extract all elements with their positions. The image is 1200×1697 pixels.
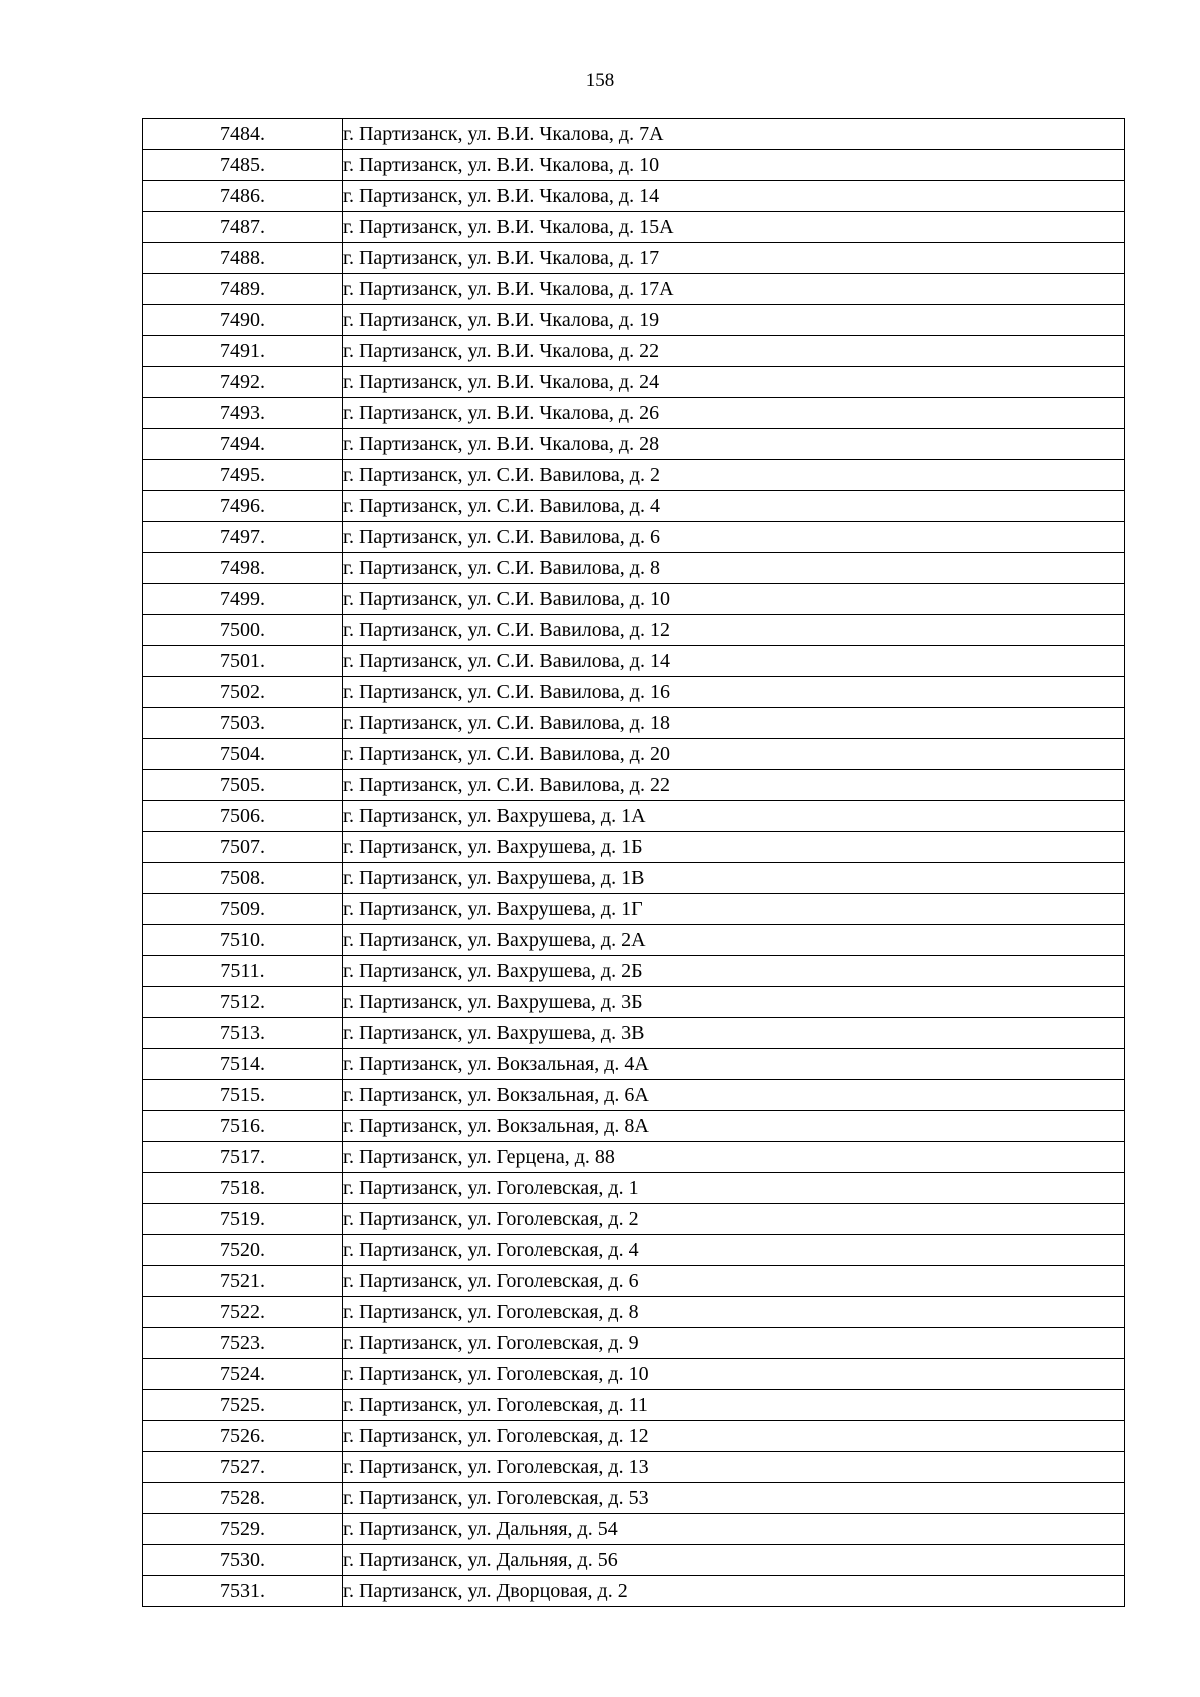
table-row <box>143 1545 1125 1576</box>
row-address: г. Партизанск, ул. В.И. Чкалова, д. 10 <box>343 150 1125 181</box>
table-row <box>143 150 1125 181</box>
row-address: г. Партизанск, ул. С.И. Вавилова, д. 18 <box>343 708 1125 739</box>
row-number: 7512. <box>143 987 343 1018</box>
table-row <box>143 460 1125 491</box>
row-address: г. Партизанск, ул. Гоголевская, д. 12 <box>343 1421 1125 1452</box>
row-address: г. Партизанск, ул. Дальняя, д. 54 <box>343 1514 1125 1545</box>
table-row <box>143 894 1125 925</box>
row-number: 7526. <box>143 1421 343 1452</box>
row-address: г. Партизанск, ул. В.И. Чкалова, д. 28 <box>343 429 1125 460</box>
table-row <box>143 1235 1125 1266</box>
row-number: 7521. <box>143 1266 343 1297</box>
row-number: 7492. <box>143 367 343 398</box>
row-address: г. Партизанск, ул. Вокзальная, д. 8А <box>343 1111 1125 1142</box>
row-address: г. Партизанск, ул. Гоголевская, д. 53 <box>343 1483 1125 1514</box>
row-address: г. Партизанск, ул. Вокзальная, д. 4А <box>343 1049 1125 1080</box>
row-address: г. Партизанск, ул. Вахрушева, д. 1Г <box>343 894 1125 925</box>
table-row <box>143 1390 1125 1421</box>
table-row <box>143 1359 1125 1390</box>
row-address: г. Партизанск, ул. В.И. Чкалова, д. 19 <box>343 305 1125 336</box>
row-number: 7498. <box>143 553 343 584</box>
table-row <box>143 119 1125 150</box>
row-number: 7520. <box>143 1235 343 1266</box>
table-row <box>143 584 1125 615</box>
address-table-body <box>143 119 1125 1607</box>
row-number: 7530. <box>143 1545 343 1576</box>
page-number: 158 <box>585 70 615 91</box>
row-address: г. Партизанск, ул. Вахрушева, д. 3В <box>343 1018 1125 1049</box>
row-address: г. Партизанск, ул. Вахрушева, д. 3Б <box>343 987 1125 1018</box>
table-row <box>143 1111 1125 1142</box>
row-address: г. Партизанск, ул. Гоголевская, д. 10 <box>343 1359 1125 1390</box>
row-number: 7508. <box>143 863 343 894</box>
row-address: г. Партизанск, ул. В.И. Чкалова, д. 24 <box>343 367 1125 398</box>
row-address: г. Партизанск, ул. Вахрушева, д. 1Б <box>343 832 1125 863</box>
row-number: 7494. <box>143 429 343 460</box>
row-address: г. Партизанск, ул. С.И. Вавилова, д. 22 <box>343 770 1125 801</box>
row-address: г. Партизанск, ул. С.И. Вавилова, д. 8 <box>343 553 1125 584</box>
row-number: 7509. <box>143 894 343 925</box>
address-table <box>142 118 1125 1607</box>
table-row <box>143 398 1125 429</box>
row-address: г. Партизанск, ул. С.И. Вавилова, д. 10 <box>343 584 1125 615</box>
row-number: 7497. <box>143 522 343 553</box>
row-number: 7529. <box>143 1514 343 1545</box>
row-number: 7495. <box>143 460 343 491</box>
table-row <box>143 336 1125 367</box>
row-number: 7519. <box>143 1204 343 1235</box>
row-number: 7504. <box>143 739 343 770</box>
row-address: г. Партизанск, ул. В.И. Чкалова, д. 22 <box>343 336 1125 367</box>
row-number: 7485. <box>143 150 343 181</box>
table-row <box>143 739 1125 770</box>
row-address: г. Партизанск, ул. С.И. Вавилова, д. 14 <box>343 646 1125 677</box>
row-number: 7507. <box>143 832 343 863</box>
row-number: 7501. <box>143 646 343 677</box>
table-row <box>143 1483 1125 1514</box>
table-row <box>143 522 1125 553</box>
row-address: г. Партизанск, ул. Вахрушева, д. 2Б <box>343 956 1125 987</box>
row-address: г. Партизанск, ул. С.И. Вавилова, д. 16 <box>343 677 1125 708</box>
row-number: 7506. <box>143 801 343 832</box>
row-address: г. Партизанск, ул. Герцена, д. 88 <box>343 1142 1125 1173</box>
row-number: 7491. <box>143 336 343 367</box>
row-number: 7517. <box>143 1142 343 1173</box>
row-number: 7486. <box>143 181 343 212</box>
row-address: г. Партизанск, ул. Гоголевская, д. 6 <box>343 1266 1125 1297</box>
row-address: г. Партизанск, ул. Гоголевская, д. 4 <box>343 1235 1125 1266</box>
row-address: г. Партизанск, ул. В.И. Чкалова, д. 17А <box>343 274 1125 305</box>
row-address: г. Партизанск, ул. С.И. Вавилова, д. 2 <box>343 460 1125 491</box>
row-address: г. Партизанск, ул. Дальняя, д. 56 <box>343 1545 1125 1576</box>
row-number: 7511. <box>143 956 343 987</box>
table-row <box>143 1204 1125 1235</box>
table-row <box>143 212 1125 243</box>
row-number: 7514. <box>143 1049 343 1080</box>
table-row <box>143 646 1125 677</box>
row-number: 7484. <box>143 119 343 150</box>
table-row <box>143 274 1125 305</box>
table-row <box>143 553 1125 584</box>
row-address: г. Партизанск, ул. В.И. Чкалова, д. 17 <box>343 243 1125 274</box>
table-row <box>143 1266 1125 1297</box>
table-row <box>143 1173 1125 1204</box>
row-number: 7522. <box>143 1297 343 1328</box>
table-row <box>143 1452 1125 1483</box>
row-address: г. Партизанск, ул. В.И. Чкалова, д. 26 <box>343 398 1125 429</box>
row-number: 7523. <box>143 1328 343 1359</box>
row-address: г. Партизанск, ул. С.И. Вавилова, д. 6 <box>343 522 1125 553</box>
row-address: г. Партизанск, ул. Вахрушева, д. 1В <box>343 863 1125 894</box>
table-row <box>143 1297 1125 1328</box>
row-address: г. Партизанск, ул. Вахрушева, д. 1А <box>343 801 1125 832</box>
row-number: 7487. <box>143 212 343 243</box>
row-address: г. Партизанск, ул. Гоголевская, д. 2 <box>343 1204 1125 1235</box>
table-row <box>143 925 1125 956</box>
table-row <box>143 615 1125 646</box>
row-number: 7503. <box>143 708 343 739</box>
table-row <box>143 1576 1125 1607</box>
row-number: 7499. <box>143 584 343 615</box>
row-number: 7513. <box>143 1018 343 1049</box>
table-row <box>143 367 1125 398</box>
table-row <box>143 1328 1125 1359</box>
table-row <box>143 491 1125 522</box>
table-row <box>143 987 1125 1018</box>
table-row <box>143 1514 1125 1545</box>
row-address: г. Партизанск, ул. Гоголевская, д. 13 <box>343 1452 1125 1483</box>
row-address: г. Партизанск, ул. Вахрушева, д. 2А <box>343 925 1125 956</box>
table-row <box>143 243 1125 274</box>
row-address: г. Партизанск, ул. В.И. Чкалова, д. 7А <box>343 119 1125 150</box>
row-number: 7489. <box>143 274 343 305</box>
table-row <box>143 708 1125 739</box>
table-row <box>143 181 1125 212</box>
row-number: 7493. <box>143 398 343 429</box>
row-number: 7515. <box>143 1080 343 1111</box>
row-number: 7524. <box>143 1359 343 1390</box>
row-address: г. Партизанск, ул. Дворцовая, д. 2 <box>343 1576 1125 1607</box>
table-row <box>143 1080 1125 1111</box>
row-address: г. Партизанск, ул. Вокзальная, д. 6А <box>343 1080 1125 1111</box>
row-number: 7488. <box>143 243 343 274</box>
table-row <box>143 956 1125 987</box>
table-row <box>143 801 1125 832</box>
row-address: г. Партизанск, ул. В.И. Чкалова, д. 14 <box>343 181 1125 212</box>
row-number: 7528. <box>143 1483 343 1514</box>
row-number: 7500. <box>143 615 343 646</box>
table-row <box>143 832 1125 863</box>
row-number: 7490. <box>143 305 343 336</box>
table-row <box>143 429 1125 460</box>
row-number: 7502. <box>143 677 343 708</box>
row-number: 7510. <box>143 925 343 956</box>
row-address: г. Партизанск, ул. С.И. Вавилова, д. 12 <box>343 615 1125 646</box>
table-row <box>143 1049 1125 1080</box>
row-address: г. Партизанск, ул. Гоголевская, д. 1 <box>343 1173 1125 1204</box>
table-row <box>143 1018 1125 1049</box>
table-row <box>143 863 1125 894</box>
table-row <box>143 305 1125 336</box>
row-address: г. Партизанск, ул. Гоголевская, д. 11 <box>343 1390 1125 1421</box>
table-row <box>143 770 1125 801</box>
row-number: 7518. <box>143 1173 343 1204</box>
row-number: 7531. <box>143 1576 343 1607</box>
row-address: г. Партизанск, ул. В.И. Чкалова, д. 15А <box>343 212 1125 243</box>
row-address: г. Партизанск, ул. Гоголевская, д. 9 <box>343 1328 1125 1359</box>
row-number: 7505. <box>143 770 343 801</box>
table-row <box>143 1142 1125 1173</box>
row-number: 7496. <box>143 491 343 522</box>
row-number: 7525. <box>143 1390 343 1421</box>
row-address: г. Партизанск, ул. Гоголевская, д. 8 <box>343 1297 1125 1328</box>
row-address: г. Партизанск, ул. С.И. Вавилова, д. 4 <box>343 491 1125 522</box>
row-number: 7527. <box>143 1452 343 1483</box>
table-row <box>143 677 1125 708</box>
row-address: г. Партизанск, ул. С.И. Вавилова, д. 20 <box>343 739 1125 770</box>
table-row <box>143 1421 1125 1452</box>
row-number: 7516. <box>143 1111 343 1142</box>
